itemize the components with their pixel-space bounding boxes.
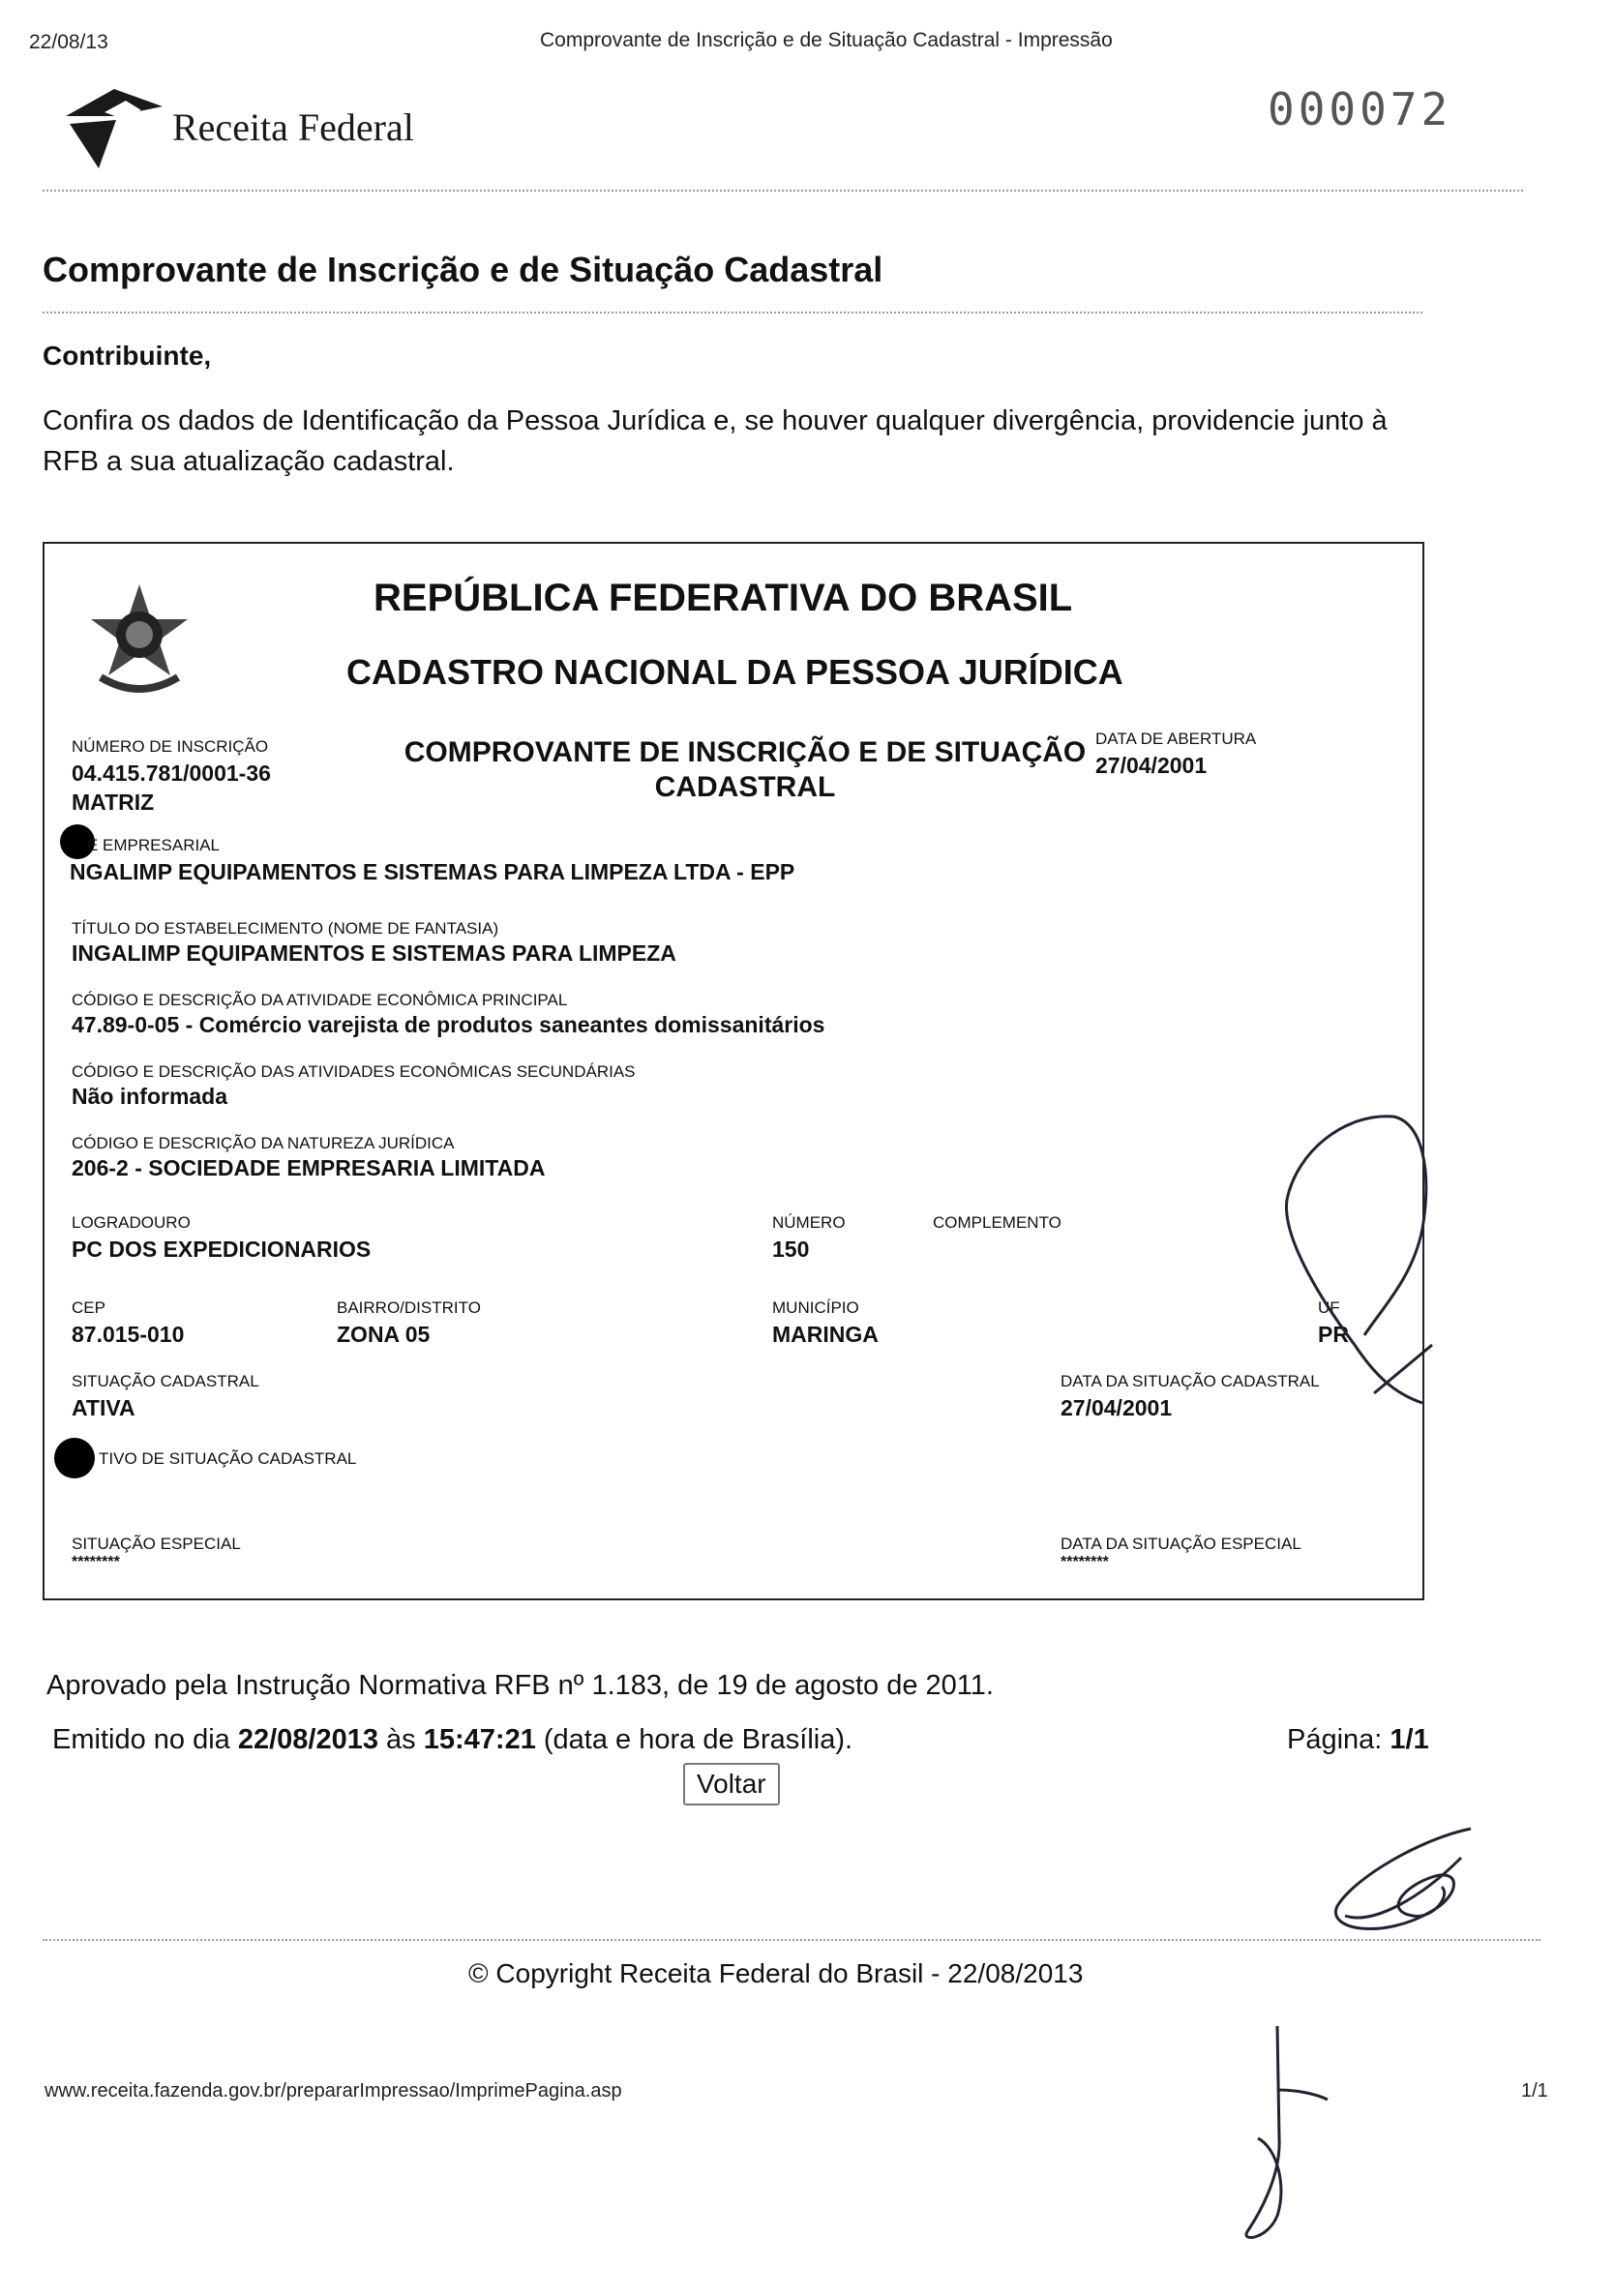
uf-value: PR — [1318, 1322, 1349, 1347]
cep-label: CEP — [72, 1298, 105, 1317]
situacao-especial-value: ******** — [72, 1554, 120, 1570]
logradouro-value: PC DOS EXPEDICIONARIOS — [72, 1237, 372, 1262]
emission-mid: às — [377, 1724, 424, 1755]
atividade-principal-label: CÓDIGO E DESCRIÇÃO DA ATIVIDADE ECONÔMICA PRINCIPAL — [72, 991, 568, 1009]
back-button[interactable]: Voltar — [683, 1763, 780, 1805]
natureza-value: 206-2 - SOCIEDADE EMPRESARIA LIMITADA — [72, 1155, 546, 1180]
bairro-label: BAIRRO/DISTRITO — [337, 1298, 481, 1317]
handwritten-mark-icon — [1277, 1113, 1442, 1413]
nome-label: E EMPRESARIAL — [87, 836, 220, 854]
bairro-value: ZONA 05 — [337, 1322, 431, 1347]
page-title: Comprovante de Inscrição e de Situação Cadastral — [43, 250, 883, 289]
emission-line — [52, 1724, 852, 1756]
footer-page-count: 1/1 — [1521, 2080, 1548, 2102]
data-situacao-value: 27/04/2001 — [1061, 1395, 1173, 1420]
fantasia-label: TÍTULO DO ESTABELECIMENTO (NOME DE FANTASIA) — [72, 919, 499, 938]
abertura-value: 27/04/2001 — [1095, 753, 1208, 778]
print-page-title: Comprovante de Inscrição e de Situação Cadastral - Impressão — [540, 29, 1113, 51]
doc-title-line2: CADASTRAL — [654, 771, 836, 803]
situacao-especial-label: SITUAÇÃO ESPECIAL — [72, 1535, 241, 1553]
municipio-value: MARINGA — [772, 1322, 879, 1347]
approval-text: Aprovado pela Instrução Normativa RFB nº 1.183, de 19 de agosto de 2011. — [46, 1670, 994, 1701]
abertura-label: DATA DE ABERTURA — [1095, 730, 1257, 748]
emission-prefix: Emitido no dia — [52, 1724, 238, 1755]
numero-value: 150 — [772, 1237, 810, 1262]
atividades-secundarias-label: CÓDIGO E DESCRIÇÃO DAS ATIVIDADES ECONÔMICAS SECUNDÁRIAS — [72, 1062, 636, 1081]
initials-signature-icon — [1219, 2022, 1335, 2245]
doc-title-line1: COMPROVANTE DE INSCRIÇÃO E DE SITUAÇÃO — [404, 736, 1087, 768]
emission-suffix: (data e hora de Brasília). — [535, 1724, 853, 1755]
footer-url[interactable]: www.receita.fazenda.gov.br/prepararImpressao/ImprimePagina.asp — [45, 2080, 622, 2102]
registry-title: CADASTRO NACIONAL DA PESSOA JURÍDICA — [346, 652, 1123, 692]
copyright: © Copyright Receita Federal do Brasil - 22/08/2013 — [468, 1958, 1084, 1988]
atividades-secundarias-value: Não informada — [72, 1084, 228, 1109]
municipio-label: MUNICÍPIO — [772, 1298, 859, 1317]
divider — [43, 312, 1422, 313]
brand-name: Receita Federal — [172, 105, 414, 149]
page-label: Página: — [1287, 1724, 1390, 1755]
inscricao-type: MATRIZ — [72, 790, 155, 815]
cnpj-card — [43, 542, 1424, 1600]
complemento-label: COMPLEMENTO — [933, 1213, 1061, 1232]
punch-hole — [54, 1438, 95, 1478]
uf-label: UF — [1318, 1298, 1340, 1317]
data-especial-label: DATA DA SITUAÇÃO ESPECIAL — [1061, 1535, 1301, 1553]
signature-icon — [1326, 1819, 1480, 1945]
natureza-label: CÓDIGO E DESCRIÇÃO DA NATUREZA JURÍDICA — [72, 1134, 455, 1152]
receita-federal-logo-icon — [56, 77, 172, 174]
coat-of-arms-icon — [81, 581, 197, 697]
logradouro-label: LOGRADOURO — [72, 1213, 191, 1232]
numero-label: NÚMERO — [772, 1213, 846, 1232]
page-value: 1/1 — [1390, 1724, 1429, 1755]
emission-time: 15:47:21 — [423, 1724, 536, 1755]
divider — [43, 1939, 1540, 1941]
stamp-number: 000072 — [1268, 83, 1452, 135]
motivo-label: TIVO DE SITUAÇÃO CADASTRAL — [99, 1449, 357, 1468]
nome-value: NGALIMP EQUIPAMENTOS E SISTEMAS PARA LIMPEZA LTDA - EPP — [70, 859, 795, 884]
situacao-value: ATIVA — [72, 1395, 135, 1420]
inscricao-label: NÚMERO DE INSCRIÇÃO — [72, 737, 269, 756]
republic-title: REPÚBLICA FEDERATIVA DO BRASIL — [374, 577, 1073, 619]
page-indicator — [1287, 1724, 1429, 1756]
data-situacao-label: DATA DA SITUAÇÃO CADASTRAL — [1061, 1372, 1320, 1390]
cep-value: 87.015-010 — [72, 1322, 185, 1347]
divider — [43, 190, 1523, 192]
situacao-label: SITUAÇÃO CADASTRAL — [72, 1372, 259, 1390]
inscricao-value: 04.415.781/0001-36 — [72, 760, 271, 786]
data-especial-value: ******** — [1061, 1554, 1109, 1570]
doc-title — [397, 735, 1093, 805]
greeting: Contribuinte, — [43, 341, 212, 371]
emission-date: 22/08/2013 — [237, 1724, 378, 1755]
instructions: Confira os dados de Identificação da Pessoa Jurídica e, se houver qualquer divergência, providencie junto à RFB a sua atualização cadastral. — [43, 405, 1388, 477]
fantasia-value: INGALIMP EQUIPAMENTOS E SISTEMAS PARA LIMPEZA — [72, 940, 676, 966]
atividade-principal-value: 47.89-0-05 - Comércio varejista de produtos saneantes domissanitários — [72, 1012, 825, 1037]
print-date: 22/08/13 — [29, 31, 108, 53]
